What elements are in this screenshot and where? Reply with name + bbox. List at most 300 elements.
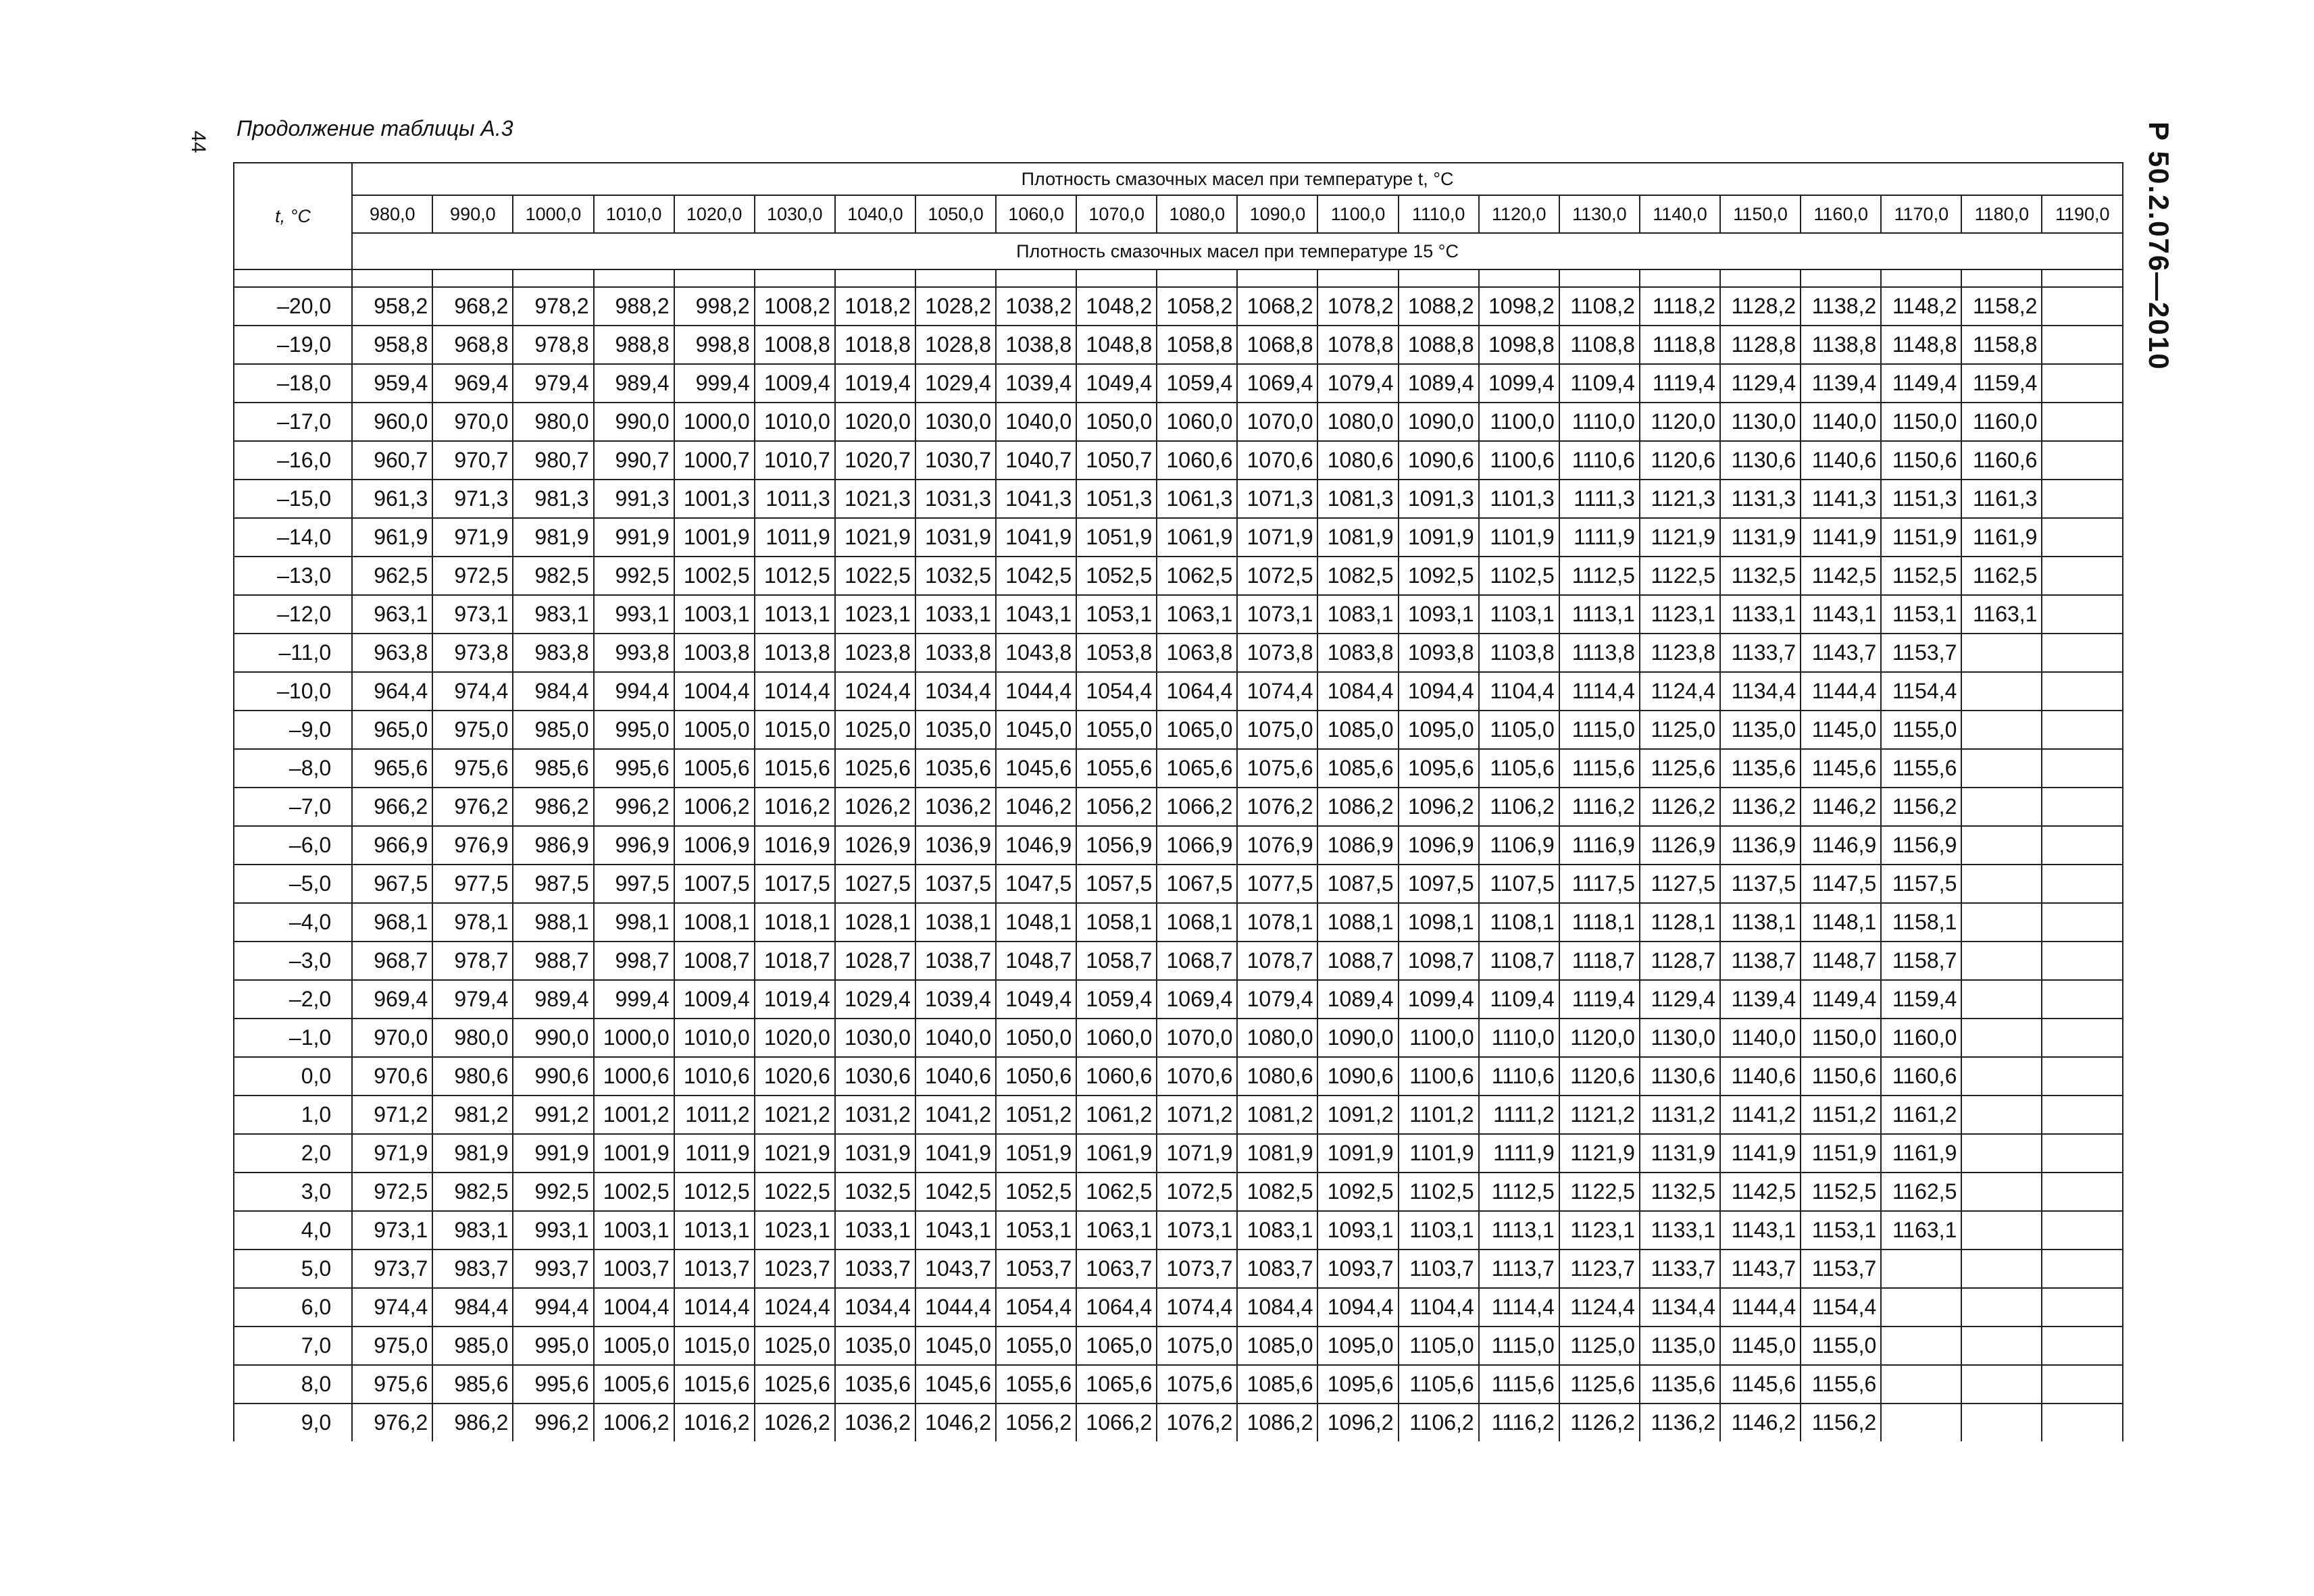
density-cell xyxy=(1961,788,2042,826)
bottom-header: Плотность смазочных масел при температуре 15 °C xyxy=(352,233,2123,269)
density-cell: 1140,6 xyxy=(1720,1057,1801,1096)
density-cell: 1148,7 xyxy=(1801,942,1881,980)
density-cell: 1159,4 xyxy=(1961,364,2042,403)
column-header: 1000,0 xyxy=(513,195,593,233)
density-cell: 1151,3 xyxy=(1881,480,1961,518)
density-cell: 1137,5 xyxy=(1720,865,1801,903)
density-cell: 1041,9 xyxy=(996,518,1076,557)
density-cell: 1096,9 xyxy=(1399,826,1479,865)
density-cell: 1001,9 xyxy=(674,518,755,557)
density-cell: 1090,0 xyxy=(1317,1019,1398,1057)
density-cell: 1043,7 xyxy=(915,1250,996,1288)
density-cell: 1020,6 xyxy=(755,1057,835,1096)
density-cell: 1078,8 xyxy=(1317,326,1398,364)
density-cell: 1113,1 xyxy=(1559,595,1640,634)
density-cell: 1138,1 xyxy=(1720,903,1801,942)
spacer-cell xyxy=(674,269,755,287)
density-cell: 1149,4 xyxy=(1881,364,1961,403)
density-cell: 1063,7 xyxy=(1076,1250,1157,1288)
density-cell: 1142,5 xyxy=(1801,557,1881,595)
density-cell: 1092,5 xyxy=(1399,557,1479,595)
density-cell: 1082,5 xyxy=(1317,557,1398,595)
density-cell: 1066,2 xyxy=(1157,788,1237,826)
density-cell: 1145,0 xyxy=(1720,1327,1801,1365)
density-cell: 1115,6 xyxy=(1559,749,1640,788)
density-cell: 995,0 xyxy=(594,711,674,749)
density-cell: 1100,6 xyxy=(1479,441,1559,480)
density-cell: 1100,0 xyxy=(1479,403,1559,441)
temperature-cell: 1,0 xyxy=(234,1096,352,1134)
density-cell: 1153,7 xyxy=(1881,634,1961,672)
density-cell: 1162,5 xyxy=(1881,1173,1961,1211)
density-cell: 1055,0 xyxy=(1076,711,1157,749)
density-cell: 1140,0 xyxy=(1801,403,1881,441)
density-cell: 960,0 xyxy=(352,403,432,441)
density-cell: 1016,9 xyxy=(755,826,835,865)
density-cell xyxy=(1881,1250,1961,1288)
density-cell: 1158,1 xyxy=(1881,903,1961,942)
density-cell: 1134,4 xyxy=(1640,1288,1720,1327)
density-cell: 1041,2 xyxy=(915,1096,996,1134)
density-cell xyxy=(1961,1250,2042,1288)
density-cell: 998,2 xyxy=(674,287,755,326)
density-cell: 1017,5 xyxy=(755,865,835,903)
density-cell: 1095,0 xyxy=(1317,1327,1398,1365)
density-cell: 1034,4 xyxy=(835,1288,915,1327)
density-cell: 1062,5 xyxy=(1157,557,1237,595)
density-cell: 1126,2 xyxy=(1640,788,1720,826)
column-header: 1180,0 xyxy=(1961,195,2042,233)
density-cell: 1088,2 xyxy=(1399,287,1479,326)
density-cell: 1030,0 xyxy=(835,1019,915,1057)
density-cell: 1114,4 xyxy=(1559,672,1640,711)
density-cell xyxy=(1961,1096,2042,1134)
density-cell: 978,7 xyxy=(432,942,513,980)
column-header: 1030,0 xyxy=(755,195,835,233)
density-cell: 979,4 xyxy=(432,980,513,1019)
density-cell: 1145,6 xyxy=(1801,749,1881,788)
density-cell: 1091,2 xyxy=(1317,1096,1398,1134)
density-cell: 1155,0 xyxy=(1801,1327,1881,1365)
density-cell: 985,0 xyxy=(513,711,593,749)
density-cell: 1095,6 xyxy=(1317,1365,1398,1404)
density-cell: 1125,6 xyxy=(1559,1365,1640,1404)
density-cell xyxy=(2042,1057,2123,1096)
density-cell: 1139,4 xyxy=(1801,364,1881,403)
density-cell: 1006,9 xyxy=(674,826,755,865)
density-cell: 1019,4 xyxy=(835,364,915,403)
density-cell: 1070,6 xyxy=(1157,1057,1237,1096)
density-cell: 986,2 xyxy=(432,1404,513,1441)
table-row xyxy=(234,634,2123,672)
density-cell: 1158,7 xyxy=(1881,942,1961,980)
density-cell: 1079,4 xyxy=(1237,980,1317,1019)
density-cell: 1011,3 xyxy=(755,480,835,518)
table-row xyxy=(234,1096,2123,1134)
density-cell: 1034,4 xyxy=(915,672,996,711)
density-cell: 974,4 xyxy=(352,1288,432,1327)
temperature-cell: –19,0 xyxy=(234,326,352,364)
density-cell: 1155,0 xyxy=(1881,711,1961,749)
density-cell: 1092,5 xyxy=(1317,1173,1398,1211)
density-cell xyxy=(2042,749,2123,788)
density-cell: 1116,2 xyxy=(1559,788,1640,826)
density-cell: 958,8 xyxy=(352,326,432,364)
table-row xyxy=(234,1019,2123,1057)
table-row xyxy=(234,287,2123,326)
density-cell: 1023,8 xyxy=(835,634,915,672)
density-cell: 1111,9 xyxy=(1479,1134,1559,1173)
density-cell xyxy=(1881,1327,1961,1365)
density-cell: 1160,0 xyxy=(1881,1019,1961,1057)
density-cell: 1045,6 xyxy=(915,1365,996,1404)
density-cell: 1145,0 xyxy=(1801,711,1881,749)
density-cell: 1080,6 xyxy=(1237,1057,1317,1096)
density-cell: 1018,7 xyxy=(755,942,835,980)
density-cell xyxy=(2042,1134,2123,1173)
density-cell: 968,7 xyxy=(352,942,432,980)
table-row xyxy=(234,518,2123,557)
density-cell xyxy=(1961,942,2042,980)
density-cell: 970,0 xyxy=(352,1019,432,1057)
density-cell: 996,9 xyxy=(594,826,674,865)
density-cell xyxy=(2042,1404,2123,1441)
temperature-cell: 5,0 xyxy=(234,1250,352,1288)
density-cell: 1040,0 xyxy=(915,1019,996,1057)
density-cell xyxy=(1961,749,2042,788)
density-cell: 1090,6 xyxy=(1317,1057,1398,1096)
table-row xyxy=(234,865,2123,903)
density-cell xyxy=(2042,672,2123,711)
density-cell: 1131,9 xyxy=(1640,1134,1720,1173)
density-cell: 1038,1 xyxy=(915,903,996,942)
density-cell xyxy=(2042,1173,2123,1211)
density-cell: 1118,7 xyxy=(1559,942,1640,980)
density-cell: 1003,1 xyxy=(674,595,755,634)
density-cell: 1105,0 xyxy=(1399,1327,1479,1365)
density-cell: 968,1 xyxy=(352,903,432,942)
density-cell: 989,4 xyxy=(594,364,674,403)
density-cell: 1035,0 xyxy=(915,711,996,749)
spacer-cell xyxy=(352,269,432,287)
temperature-cell: –9,0 xyxy=(234,711,352,749)
density-cell: 1138,2 xyxy=(1801,287,1881,326)
density-cell: 1058,1 xyxy=(1076,903,1157,942)
density-cell: 1078,2 xyxy=(1317,287,1398,326)
column-header: 1020,0 xyxy=(674,195,755,233)
density-cell: 1085,0 xyxy=(1237,1327,1317,1365)
density-cell: 979,4 xyxy=(513,364,593,403)
density-cell: 1029,4 xyxy=(835,980,915,1019)
density-cell: 1154,4 xyxy=(1881,672,1961,711)
density-cell: 1138,8 xyxy=(1801,326,1881,364)
table-row xyxy=(234,1211,2123,1250)
density-cell: 1130,0 xyxy=(1640,1019,1720,1057)
density-cell: 1040,0 xyxy=(996,403,1076,441)
density-cell: 1163,1 xyxy=(1881,1211,1961,1250)
density-cell: 1091,9 xyxy=(1399,518,1479,557)
temperature-cell: –10,0 xyxy=(234,672,352,711)
density-cell: 1055,6 xyxy=(996,1365,1076,1404)
density-cell: 1125,6 xyxy=(1640,749,1720,788)
density-cell: 1110,6 xyxy=(1559,441,1640,480)
density-cell: 1028,2 xyxy=(915,287,996,326)
temperature-cell: –7,0 xyxy=(234,788,352,826)
spacer-cell xyxy=(1640,269,1720,287)
density-cell: 1091,9 xyxy=(1317,1134,1398,1173)
density-cell: 1110,0 xyxy=(1479,1019,1559,1057)
density-cell: 1129,4 xyxy=(1720,364,1801,403)
spacer-cell xyxy=(1237,269,1317,287)
density-cell: 1039,4 xyxy=(915,980,996,1019)
density-cell: 1105,6 xyxy=(1399,1365,1479,1404)
density-cell: 1075,0 xyxy=(1237,711,1317,749)
density-cell: 1031,3 xyxy=(915,480,996,518)
density-cell: 1056,9 xyxy=(1076,826,1157,865)
density-cell: 1016,2 xyxy=(674,1404,755,1441)
page-number: 44 xyxy=(187,130,209,153)
density-cell: 1052,5 xyxy=(996,1173,1076,1211)
density-cell: 1000,7 xyxy=(674,441,755,480)
density-cell: 1160,6 xyxy=(1881,1057,1961,1096)
density-cell: 1103,1 xyxy=(1479,595,1559,634)
density-cell: 1088,8 xyxy=(1399,326,1479,364)
density-cell: 990,6 xyxy=(513,1057,593,1096)
temperature-cell: –3,0 xyxy=(234,942,352,980)
density-cell: 971,9 xyxy=(352,1134,432,1173)
temperature-cell: 3,0 xyxy=(234,1173,352,1211)
column-header: 1160,0 xyxy=(1801,195,1881,233)
table-row xyxy=(234,1250,2123,1288)
density-cell: 1081,3 xyxy=(1317,480,1398,518)
density-cell: 1080,6 xyxy=(1317,441,1398,480)
density-cell: 1084,4 xyxy=(1317,672,1398,711)
density-cell: 1076,2 xyxy=(1237,788,1317,826)
temperature-cell: –6,0 xyxy=(234,826,352,865)
column-header: 1150,0 xyxy=(1720,195,1801,233)
table-row xyxy=(234,1288,2123,1327)
density-cell: 991,9 xyxy=(513,1134,593,1173)
density-cell: 1048,2 xyxy=(1076,287,1157,326)
spacer-cell xyxy=(915,269,996,287)
density-cell: 1058,2 xyxy=(1157,287,1237,326)
density-cell: 987,5 xyxy=(513,865,593,903)
density-cell xyxy=(1961,826,2042,865)
density-cell: 1028,7 xyxy=(835,942,915,980)
density-cell: 1106,2 xyxy=(1399,1404,1479,1441)
density-cell: 1101,9 xyxy=(1399,1134,1479,1173)
density-cell: 992,5 xyxy=(513,1173,593,1211)
density-cell: 1006,2 xyxy=(594,1404,674,1441)
density-cell: 1028,8 xyxy=(915,326,996,364)
density-cell: 1056,2 xyxy=(1076,788,1157,826)
temperature-cell: –5,0 xyxy=(234,865,352,903)
density-cell: 1005,6 xyxy=(594,1365,674,1404)
density-cell: 1001,2 xyxy=(594,1096,674,1134)
temperature-cell: –12,0 xyxy=(234,595,352,634)
temperature-cell: –13,0 xyxy=(234,557,352,595)
density-cell xyxy=(2042,1288,2123,1327)
density-cell: 1131,2 xyxy=(1640,1096,1720,1134)
density-cell: 1115,0 xyxy=(1559,711,1640,749)
density-cell: 981,2 xyxy=(432,1096,513,1134)
density-cell: 1045,0 xyxy=(996,711,1076,749)
density-cell xyxy=(2042,364,2123,403)
density-cell: 1131,3 xyxy=(1720,480,1801,518)
column-header: 1100,0 xyxy=(1317,195,1398,233)
density-cell: 972,5 xyxy=(432,557,513,595)
density-cell: 1001,9 xyxy=(594,1134,674,1173)
density-cell: 1075,6 xyxy=(1237,749,1317,788)
density-cell: 982,5 xyxy=(513,557,593,595)
density-cell: 1060,6 xyxy=(1157,441,1237,480)
density-cell: 1115,6 xyxy=(1479,1365,1559,1404)
density-cell: 1014,4 xyxy=(755,672,835,711)
density-cell: 1122,5 xyxy=(1640,557,1720,595)
density-cell: 995,6 xyxy=(594,749,674,788)
table-caption: Продолжение таблицы А.3 xyxy=(236,116,513,140)
density-cell: 1005,0 xyxy=(674,711,755,749)
density-cell xyxy=(2042,595,2123,634)
density-cell: 1020,0 xyxy=(835,403,915,441)
density-cell: 1008,8 xyxy=(755,326,835,364)
density-cell: 1129,4 xyxy=(1640,980,1720,1019)
table-row xyxy=(234,480,2123,518)
density-cell: 1050,6 xyxy=(996,1057,1076,1096)
column-header: 1070,0 xyxy=(1076,195,1157,233)
density-cell: 1023,1 xyxy=(835,595,915,634)
density-cell: 1144,4 xyxy=(1720,1288,1801,1327)
density-cell: 1101,2 xyxy=(1399,1096,1479,1134)
density-cell xyxy=(1961,980,2042,1019)
density-cell xyxy=(2042,287,2123,326)
density-cell: 1009,4 xyxy=(755,364,835,403)
density-cell: 1019,4 xyxy=(755,980,835,1019)
density-cell: 985,6 xyxy=(513,749,593,788)
density-cell: 1140,0 xyxy=(1720,1019,1801,1057)
density-cell: 1012,5 xyxy=(755,557,835,595)
density-cell: 1068,2 xyxy=(1237,287,1317,326)
column-header: 1010,0 xyxy=(594,195,674,233)
density-cell xyxy=(1961,1288,2042,1327)
density-cell: 1158,8 xyxy=(1961,326,2042,364)
density-cell: 1087,5 xyxy=(1317,865,1398,903)
density-cell: 1052,5 xyxy=(1076,557,1157,595)
density-cell: 1103,1 xyxy=(1399,1211,1479,1250)
density-cell: 1120,6 xyxy=(1640,441,1720,480)
density-cell: 1133,1 xyxy=(1720,595,1801,634)
density-cell: 1116,9 xyxy=(1559,826,1640,865)
density-cell: 1140,6 xyxy=(1801,441,1881,480)
density-cell: 1123,7 xyxy=(1559,1250,1640,1288)
density-cell: 994,4 xyxy=(513,1288,593,1327)
density-cell: 1158,2 xyxy=(1961,287,2042,326)
spacer-cell xyxy=(594,269,674,287)
density-cell: 1161,9 xyxy=(1961,518,2042,557)
density-cell: 1051,9 xyxy=(996,1134,1076,1173)
density-cell: 1083,1 xyxy=(1317,595,1398,634)
density-cell: 1098,8 xyxy=(1479,326,1559,364)
density-cell: 1064,4 xyxy=(1157,672,1237,711)
density-cell: 1111,2 xyxy=(1479,1096,1559,1134)
density-cell: 1133,1 xyxy=(1640,1211,1720,1250)
density-cell: 1010,6 xyxy=(674,1057,755,1096)
density-cell: 1004,4 xyxy=(674,672,755,711)
table-row xyxy=(234,326,2123,364)
column-header: 1140,0 xyxy=(1640,195,1720,233)
density-cell: 1161,3 xyxy=(1961,480,2042,518)
density-cell: 1065,6 xyxy=(1157,749,1237,788)
table-row xyxy=(234,1327,2123,1365)
density-cell: 978,1 xyxy=(432,903,513,942)
density-cell: 1031,9 xyxy=(835,1134,915,1173)
temperature-cell: 2,0 xyxy=(234,1134,352,1173)
density-cell: 1143,7 xyxy=(1720,1250,1801,1288)
density-cell: 1008,1 xyxy=(674,903,755,942)
density-cell: 1018,8 xyxy=(835,326,915,364)
density-cell: 1033,1 xyxy=(915,595,996,634)
density-cell: 1119,4 xyxy=(1640,364,1720,403)
density-cell: 1020,7 xyxy=(835,441,915,480)
density-cell: 983,7 xyxy=(432,1250,513,1288)
density-cell xyxy=(2042,942,2123,980)
temperature-cell: 9,0 xyxy=(234,1404,352,1441)
density-cell: 1143,1 xyxy=(1720,1211,1801,1250)
density-cell: 1117,5 xyxy=(1559,865,1640,903)
density-cell: 982,5 xyxy=(432,1173,513,1211)
density-cell: 1101,9 xyxy=(1479,518,1559,557)
density-cell: 1128,2 xyxy=(1720,287,1801,326)
density-cell xyxy=(2042,518,2123,557)
density-cell xyxy=(1961,1173,2042,1211)
density-cell: 988,7 xyxy=(513,942,593,980)
density-cell: 1070,0 xyxy=(1237,403,1317,441)
density-cell: 978,2 xyxy=(513,287,593,326)
density-cell: 1103,8 xyxy=(1479,634,1559,672)
density-cell: 1134,4 xyxy=(1720,672,1801,711)
density-cell: 1128,7 xyxy=(1640,942,1720,980)
density-cell: 1144,4 xyxy=(1801,672,1881,711)
density-cell: 978,8 xyxy=(513,326,593,364)
density-cell: 1135,0 xyxy=(1720,711,1801,749)
density-cell: 1070,0 xyxy=(1157,1019,1237,1057)
column-header: 1170,0 xyxy=(1881,195,1961,233)
density-cell: 1143,7 xyxy=(1801,634,1881,672)
density-cell xyxy=(1961,1404,2042,1441)
density-cell: 975,0 xyxy=(432,711,513,749)
density-cell: 1073,1 xyxy=(1157,1211,1237,1250)
density-cell: 1063,1 xyxy=(1157,595,1237,634)
spacer-cell xyxy=(1076,269,1157,287)
density-cell: 1118,2 xyxy=(1640,287,1720,326)
density-cell: 1041,9 xyxy=(915,1134,996,1173)
density-cell: 1057,5 xyxy=(1076,865,1157,903)
density-cell: 1133,7 xyxy=(1720,634,1801,672)
density-cell: 1069,4 xyxy=(1157,980,1237,1019)
density-cell: 1071,3 xyxy=(1237,480,1317,518)
density-cell: 1001,3 xyxy=(674,480,755,518)
density-cell: 988,2 xyxy=(594,287,674,326)
density-cell: 1068,1 xyxy=(1157,903,1237,942)
density-cell: 1095,6 xyxy=(1399,749,1479,788)
density-cell: 971,3 xyxy=(432,480,513,518)
density-cell xyxy=(2042,480,2123,518)
density-cell: 1081,9 xyxy=(1317,518,1398,557)
density-cell: 1148,8 xyxy=(1881,326,1961,364)
density-cell: 1078,7 xyxy=(1237,942,1317,980)
density-cell: 1153,1 xyxy=(1881,595,1961,634)
density-cell: 1155,6 xyxy=(1801,1365,1881,1404)
